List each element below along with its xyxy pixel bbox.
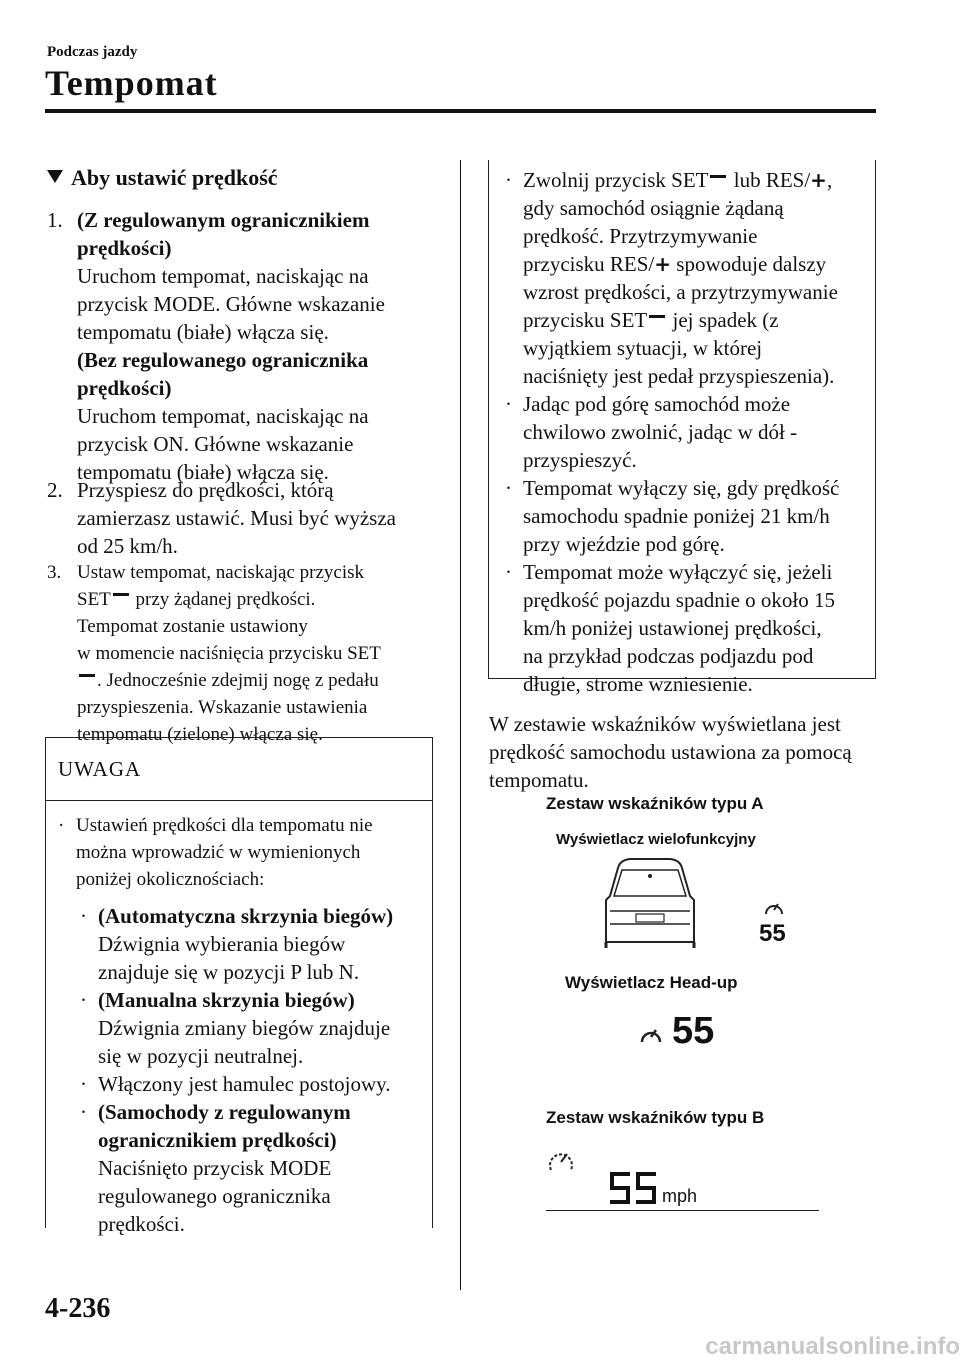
- watermark: carmanualsonline.info: [705, 1333, 960, 1360]
- chapter-label: Podczas jazdy: [47, 44, 138, 60]
- column-divider: [460, 160, 461, 1290]
- caption-type-a: Zestaw wskaźników typu A: [546, 794, 764, 813]
- step-2: 2. Przyspiesz do prędkości, którą zamierzasz ustawić. Musi być wyższa od 25 km/h.: [47, 478, 396, 558]
- plus-icon: +: [810, 168, 827, 192]
- caption-multi-display: Wyświetlacz wielofunkcyjny: [556, 831, 756, 848]
- note-item-automatic: · (Automatyczna skrzynia biegów) Dźwignia wybierania biegów znajduje się w pozycji P lub N.: [80, 904, 394, 984]
- caption-type-b: Zestaw wskaźników typu B: [546, 1108, 765, 1127]
- continued-note-box: [488, 160, 876, 696]
- note-intro: · Ustawień prędkości dla tempomatu nie można wprowadzić w wymienionych poniżej okolicznościach:: [58, 815, 373, 890]
- minus-icon: [79, 674, 95, 677]
- minus-icon: [710, 175, 726, 178]
- caption-hud: Wyświetlacz Head-up: [565, 973, 738, 992]
- step-1-text-a: Uruchom tempomat, naciskając na przycisk MODE. Główne wskazanie tempomatu (białe) włącza się.: [77, 264, 385, 344]
- note-item-manual: · (Manualna skrzynia biegów) Dźwignia zmiany biegów znajduje się w pozycji neutralnej.: [80, 988, 391, 1068]
- triangle-icon: [47, 170, 63, 183]
- display-paragraph: W zestawie wskaźników wyświetlana jest prędkość samochodu ustawiona za pomocą tempomatu.: [489, 712, 852, 792]
- cruise-icon: [546, 1144, 576, 1174]
- section-heading: Aby ustawić prędkość: [47, 165, 278, 191]
- step-3: 3. Ustaw tempomat, naciskając przycisk SET przy żądanej prędkości. Tempomat zostanie ustawiony w momencie naciśnięcia przycisku SET . Jednocześnie zdejmij nogę z pedału przyspieszenia. Wskazanie ustawienia tempomatu (zielone) włącza się.: [47, 562, 381, 745]
- note-title: UWAGA: [46, 738, 432, 801]
- speed-value-hud: 55: [672, 1010, 715, 1052]
- note-item-cancel-15: · Tempomat może wyłączyć się, jeżeli prędkość pojazdu spadnie o około 15 km/h poniżej ustawionej prędkości, na przykład podczas podjazdu pod długie, strome wzniesienie.: [505, 560, 836, 696]
- segment-speed-55: [608, 1170, 660, 1206]
- minus-icon: [113, 593, 129, 596]
- page-number: 4-236: [45, 1293, 111, 1324]
- note-item-cancel-21: · Tempomat wyłączy się, gdy prędkość samochodu spadnie poniżej 21 km/h przy wjeździe pod górę.: [505, 476, 840, 556]
- cruise-icon: [638, 1022, 664, 1046]
- figure-underline: [546, 1210, 819, 1211]
- plus-icon: +: [654, 252, 672, 276]
- cruise-icon: [762, 898, 786, 918]
- speed-unit: mph: [662, 1186, 698, 1206]
- page-title: Tempomat: [45, 63, 218, 103]
- step-1-condition-a: (Z regulowanym ogranicznikiem prędkości): [77, 208, 370, 260]
- header-rule: [45, 109, 876, 113]
- step-1-condition-b: (Bez regulowanego ogranicznika prędkości): [77, 348, 369, 400]
- note-box: [45, 737, 433, 1236]
- speed-value-multi: 55: [759, 920, 786, 947]
- step-1-text-b: Uruchom tempomat, naciskając na przycisk ON. Główne wskazanie tempomatu (białe) włącza się.: [77, 404, 369, 484]
- note-item-release-set: · Zwolnij przycisk SET lub RES/+, gdy samochód osiągnie żądaną prędkość. Przytrzymywanie przycisku RES/+ spowoduje dalszy wzrost prędkości, a przytrzymywanie przycisku SET jej spadek (z wyjątkiem sytuacji, w której naciśnięty jest pedał przyspieszenia).: [505, 168, 838, 388]
- minus-icon: [649, 315, 665, 318]
- note-item-speed-limiter: · (Samochody z regulowanym ogranicznikiem prędkości) Naciśnięto przycisk MODE regulowanego ogranicznika prędkości.: [80, 1100, 351, 1236]
- step-1: 1. (Z regulowanym ogranicznikiem prędkości) Uruchom tempomat, naciskając na przycisk MODE. Główne wskazanie tempomatu (białe) włącza się. (Bez regulowanego ogranicznika prędkości) Uruchom tempomat, naciskając na przycisk ON. Główne wskazanie tempomatu (białe) włącza się.: [47, 206, 447, 486]
- note-item-parking-brake: · Włączony jest hamulec postojowy.: [80, 1072, 391, 1096]
- car-rear-icon: [600, 856, 700, 948]
- note-item-hill: · Jadąc pod górę samochód może chwilowo zwolnić, jadąc w dół - przyspieszyć.: [505, 392, 798, 472]
- note-items: [80, 902, 428, 1238]
